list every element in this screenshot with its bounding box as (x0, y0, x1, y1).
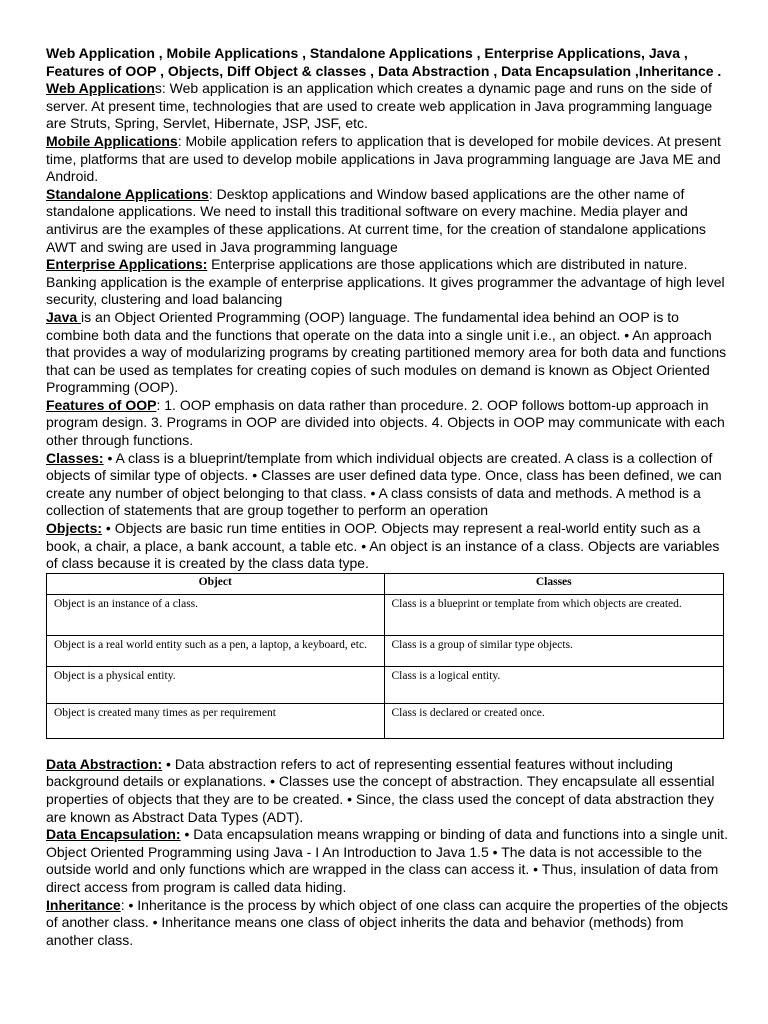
table-header-object: Object (47, 573, 385, 594)
section-text: : Mobile application refers to application that is developed for mobile devices. At present time, platforms that are used to develop mobile applications in Java programming language are Java ME and Android. (46, 132, 721, 185)
section-features-of-oop (46, 397, 728, 450)
table-row (47, 635, 724, 666)
table-cell: Object is a real world entity such as a pen, a laptop, a keyboard, etc. (47, 635, 385, 666)
section-label: Features of OOP (46, 396, 157, 413)
object-vs-class-table (46, 573, 724, 739)
table-cell: Class is a blueprint or template from which objects are created. (384, 594, 724, 635)
table-cell: Object is a physical entity. (47, 666, 385, 703)
section-text: : Desktop applications and Window based applications are the other name of standalone applications. We need to install this traditional software on every machine. Media player and antivirus are the examples of these applications. At current time, for the creation of standalone applications AWT and swing are used in Java programming language (46, 185, 706, 255)
section-label: Web Application (46, 80, 155, 97)
section-text: : • Inheritance is the process by which object of one class can acquire the properties of the objects of another class. • Inheritance means one class of object inherits the data and behavior (methods) from another class. (46, 896, 728, 948)
section-label: Standalone Applications (46, 185, 209, 202)
section-label: Data Abstraction: (46, 755, 163, 772)
table-cell: Class is declared or created once. (384, 703, 724, 738)
section-classes (46, 450, 728, 520)
section-data-abstraction (46, 756, 728, 826)
section-objects (46, 520, 728, 573)
section-label: Enterprise Applications: (46, 256, 208, 273)
section-label: Mobile Applications (46, 132, 178, 149)
table-cell: Object is created many times as per requirement (47, 703, 385, 738)
table-row (47, 666, 724, 703)
table-header-row (47, 573, 724, 594)
section-text: • A class is a blueprint/template from which individual objects are created. A class is a collection of objects of similar type of objects. • Classes are user defined data type. Once, class has been defined, we can create any number of object belonging to that class. • A class consists of data and methods. A method is a collection of statements that are group together to perform an operation (46, 449, 722, 519)
section-web-applications (46, 80, 728, 133)
section-java (46, 309, 728, 397)
table-row (47, 703, 724, 738)
section-inheritance (46, 897, 728, 950)
table-cell: Class is a logical entity. (384, 666, 724, 703)
section-data-encapsulation (46, 826, 728, 896)
table-header-classes: Classes (384, 573, 724, 594)
section-text: • Data abstraction refers to act of representing essential features without including background details or explanations. • Classes use the concept of abstraction. They encapsulate all essential properties of objects that they are to be created. • Since, the class used the concept of data abstraction they are known as Abstract Data Types (ADT). (46, 755, 715, 825)
document-title: Web Application , Mobile Applications , Standalone Applications , Enterprise Applications, Java , Features of OOP , Objects, Diff Object & classes , Data Abstraction , Data Encapsulation ,Inheritance . (46, 45, 722, 79)
section-label: Classes: (46, 449, 104, 466)
section-label: Data Encapsulation: (46, 826, 181, 843)
section-text: • Objects are basic run time entities in OOP. Objects may represent a real-world entity such as a book, a chair, a place, a bank account, a table etc. • An object is an instance of a class. Objects are variables of class because it is created by the class data type. (46, 520, 720, 572)
section-standalone-applications (46, 186, 728, 256)
table-cell: Object is an instance of a class. (47, 594, 385, 635)
table-row (47, 594, 724, 635)
section-text: s: Web application is an application which creates a dynamic page and runs on the side of server. At present time, technologies that are used to create web application in Java programming language are Struts, Spring, Servlet, Hibernate, JSP, JSF, etc. (46, 80, 713, 132)
section-text: • Data encapsulation means wrapping or binding of data and functions into a single unit. Object Oriented Programming using Java - I An Introduction to Java 1.5 • The data is not accessible to the outside world and only functions which are wrapped in the class can access it. • Thus, insulation of data from direct access from program is called data hiding. (46, 826, 728, 895)
section-text: Enterprise applications are those applications which are distributed in nature. Banking application is the example of enterprise applications. It gives programmer the advantage of high level security, clustering and load balancing (46, 256, 725, 308)
section-label: Java (46, 308, 82, 325)
section-enterprise-applications (46, 256, 728, 309)
section-label: Inheritance (46, 896, 121, 913)
section-text: is an Object Oriented Programming (OOP) language. The fundamental idea behind an OOP is to combine both data and the functions that operate on the data into a single unit i.e., an object. • An approach that provides a way of modularizing programs by creating partitioned memory area for both data and functions that can be used as templates for creating copies of such modules on demand is known as Object Oriented Programming (OOP). (46, 308, 727, 396)
section-text: : 1. OOP emphasis on data rather than procedure. 2. OOP follows bottom-up approach in program design. 3. Programs in OOP are divided into objects. 4. Objects in OOP may communicate with each other through functions. (46, 396, 725, 449)
section-label: Objects: (46, 520, 103, 537)
section-mobile-applications (46, 133, 728, 186)
table-cell: Class is a group of similar type objects. (384, 635, 724, 666)
spacer (46, 739, 728, 756)
